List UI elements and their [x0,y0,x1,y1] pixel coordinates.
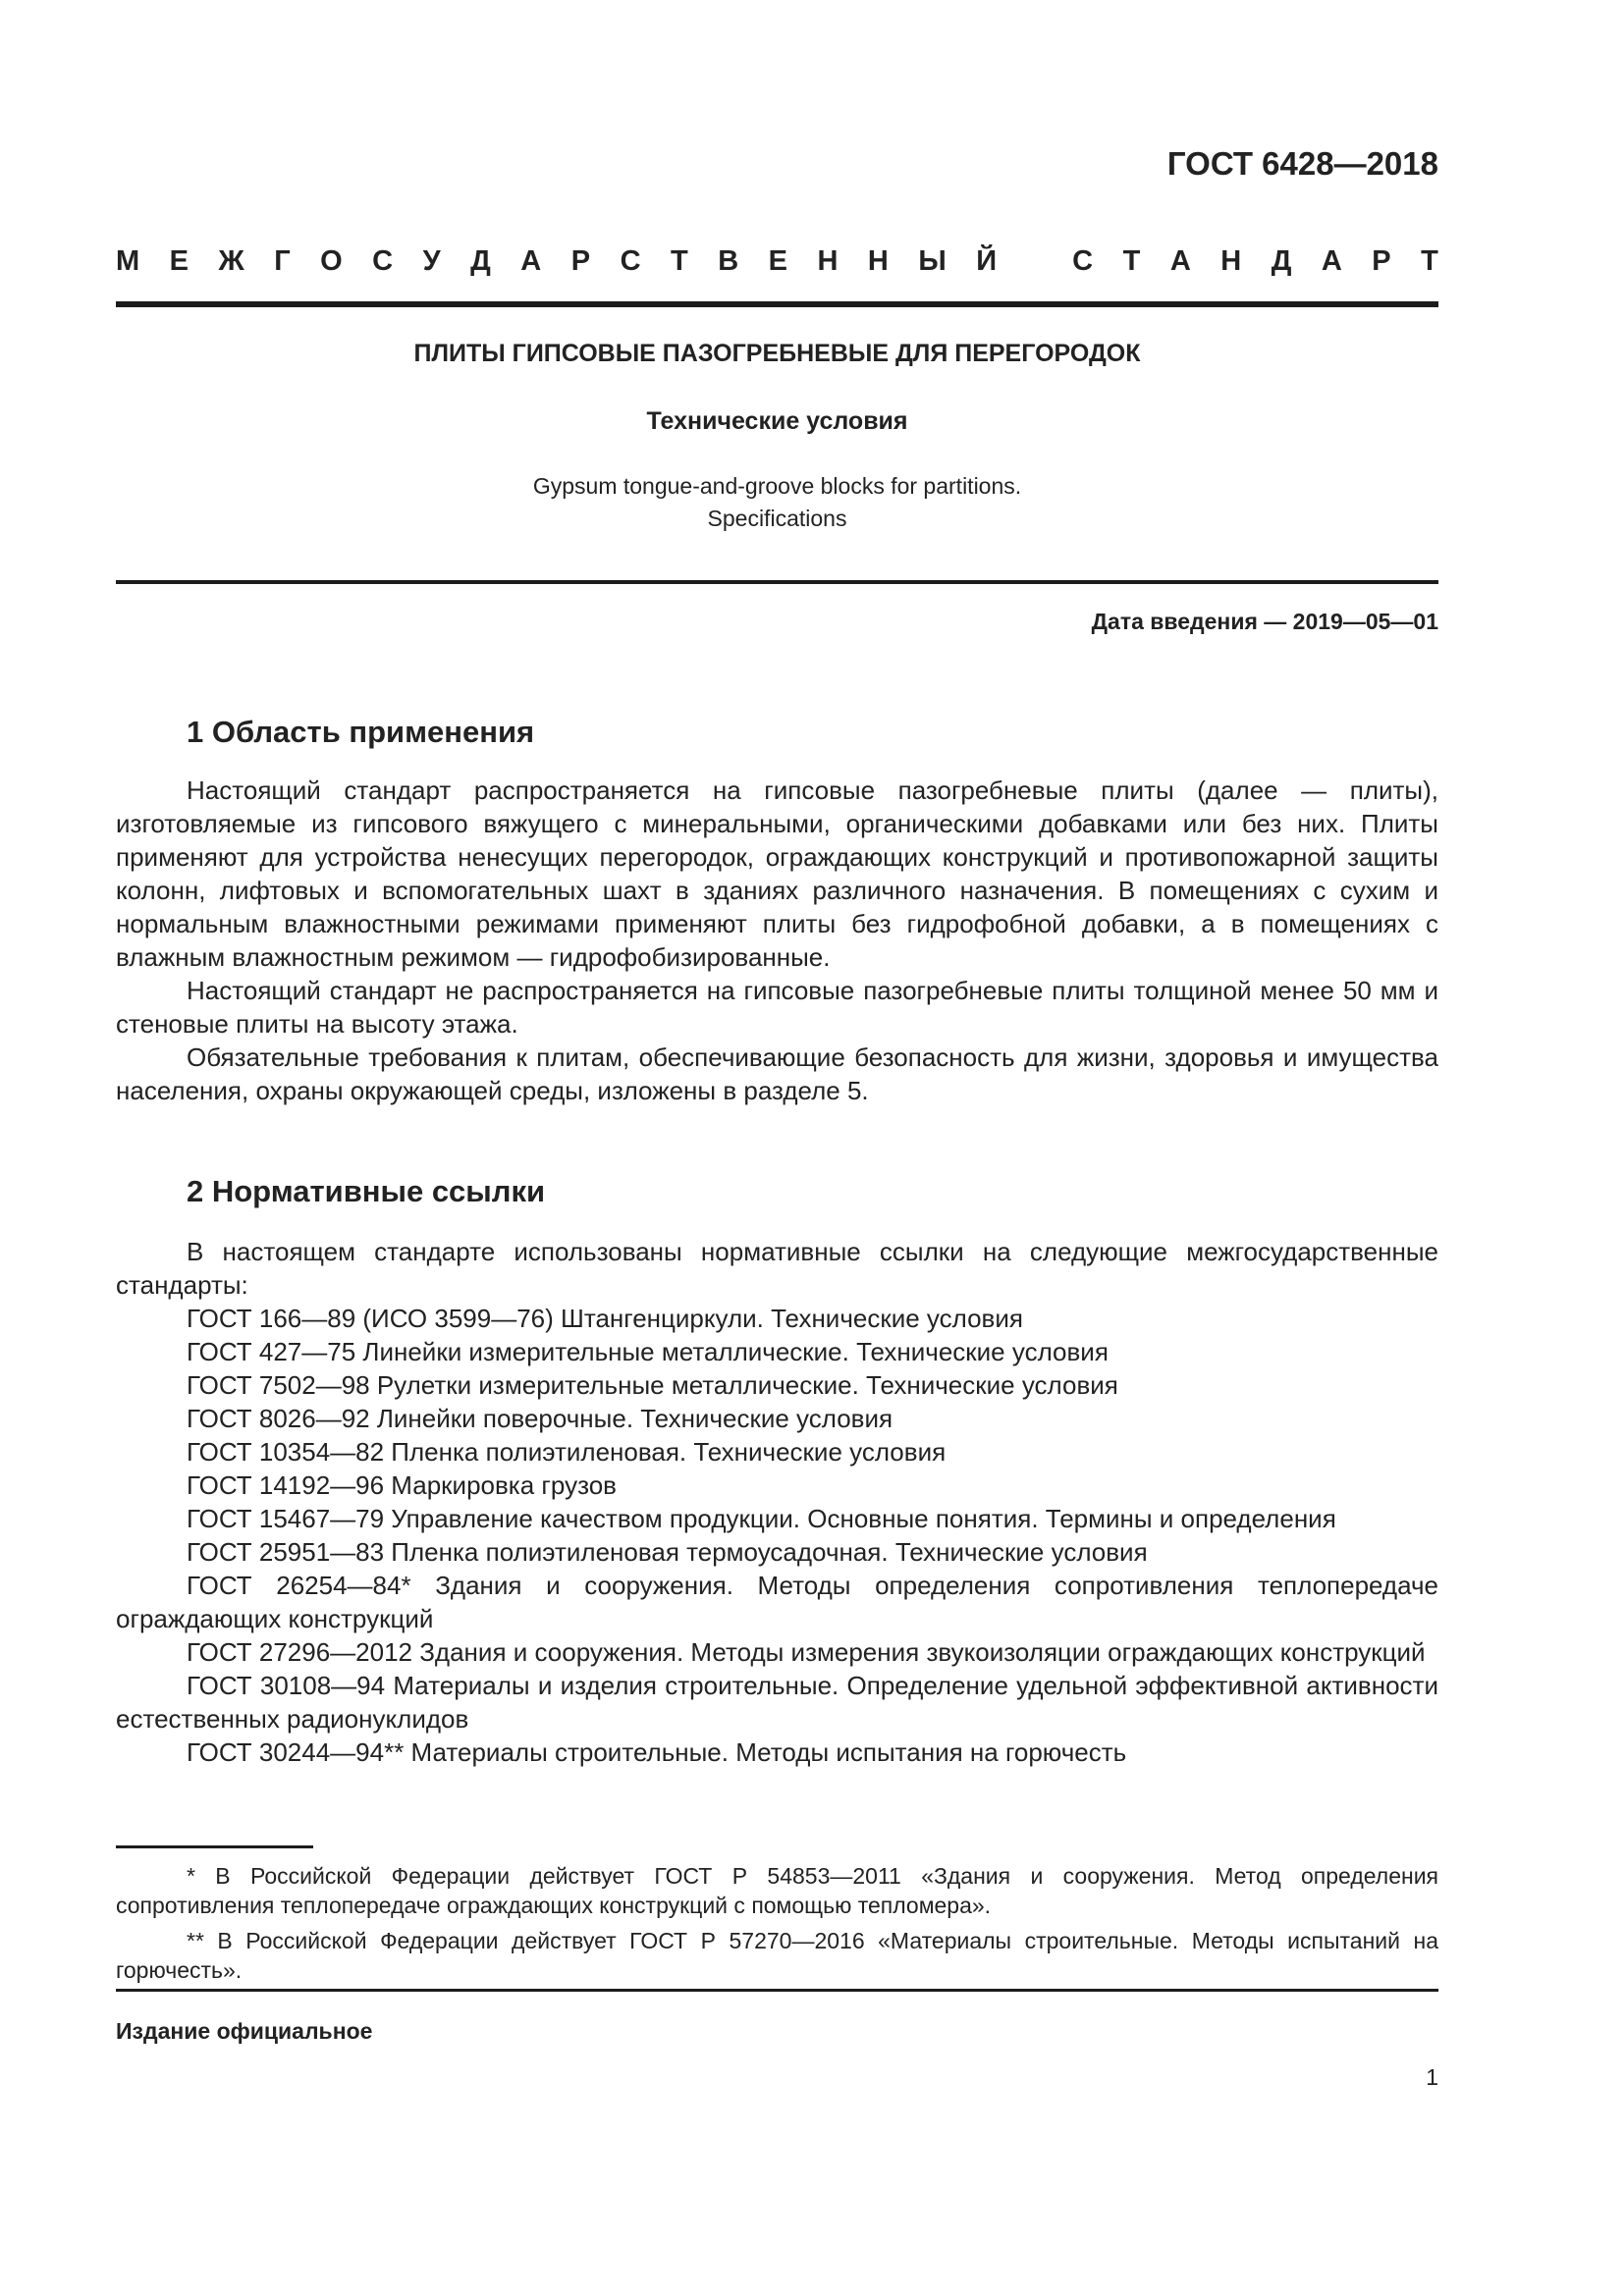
document-code: ГОСТ 6428—2018 [1166,145,1438,182]
banner-letter: О [320,245,343,277]
banner-letter: Т [671,245,688,277]
banner-letter: А [520,245,542,277]
page-number: 1 [1426,2064,1438,2090]
paragraph: Настоящий стандарт распространяется на гипсовые пазогребневые плиты (далее — плиты), изготовляемые из гипсового вяжущего с минеральными, органическими добавками или без них. Плиты применяют для устройства ненесущих перегородок, ограждающих конструкций и противопожарной защиты колонн, лифтовых и вспомогательных шахт в зданиях различного назначения. В помещениях с сухим и нормальным влажностными режимами применяют плиты без гидрофобной добавки, а в помещениях с влажным влажностным режимом — гидрофобизированные. [116,775,1438,972]
paragraph: Настоящий стандарт не распространяется на гипсовые пазогребневые плиты толщиной менее 50 мм и стеновые плиты на высоту этажа. [116,976,1438,1039]
english-title-line: Specifications [707,506,847,531]
banner-letter: С [372,245,394,277]
introduction-date: Дата введения — 2019—05—01 [1091,609,1438,634]
footnote: * В Российской Федерации действует ГОСТ Р 54853—2011 «Здания и сооружения. Метод определения сопротивления теплопередаче ограждающих конструкций с помощью тепломера». [116,1863,1438,1918]
banner-letter: Т [1122,245,1141,277]
banner-letter: Й [976,245,998,277]
banner-letter: А [1321,245,1342,277]
banner-letter: А [1169,245,1191,277]
banner-letter: Д [470,245,491,277]
banner-letter: Е [169,245,189,277]
title-divider [116,580,1438,584]
banner-letter: С [1072,245,1094,277]
document-title: ПЛИТЫ ГИПСОВЫЕ ПАЗОГРЕБНЕВЫЕ ДЛЯ ПЕРЕГОРОДОК [413,340,1141,367]
banner-letter: Н [817,245,839,277]
footer-divider [116,1989,1438,1992]
reference-item: ГОСТ 30108—94 Материалы и изделия строительные. Определение удельной эффективной активности естественных радионуклидов [116,1671,1438,1734]
banner-letter: М [116,245,140,277]
banner-letter: Н [867,245,889,277]
paragraph: В настоящем стандарте использованы нормативные ссылки на следующие межгосударственные стандарты: [116,1237,1438,1300]
banner-letter: Ж [218,245,244,277]
footnote: ** В Российской Федерации действует ГОСТ Р 57270—2016 «Материалы строительные. Методы испытаний на горючесть». [116,1928,1438,1983]
banner-letter: Е [768,245,787,277]
banner-letter: В [718,245,739,277]
section-heading-references: 2 Нормативные ссылки [187,1174,546,1208]
english-title [116,470,1438,535]
banner-letter: Ы [918,245,947,277]
footnotes [116,1861,1438,1991]
reference-item: ГОСТ 30244—94** Материалы строительные. Методы испытания на горючесть [187,1737,1127,1767]
edition-label: Издание официальное [116,2018,373,2044]
footnote-divider [116,1845,313,1848]
header-divider [116,301,1438,307]
banner-letter: Р [570,245,591,277]
reference-item: ГОСТ 26254—84* Здания и сооружения. Методы определения сопротивления теплопередаче ограждающих конструкций [116,1571,1438,1633]
reference-item: ГОСТ 10354—82 Пленка полиэтиленовая. Технические условия [187,1437,947,1467]
reference-item: ГОСТ 27296—2012 Здания и сооружения. Методы измерения звукоизоляции ограждающих конструкций [187,1637,1426,1667]
reference-item: ГОСТ 15467—79 Управление качеством продукции. Основные понятия. Термины и определения [187,1504,1336,1533]
banner-letter: Д [1271,245,1292,277]
reference-item: ГОСТ 8026—92 Линейки поверочные. Технические условия [187,1404,893,1433]
section-references-body [116,1235,1438,1769]
section-scope-body [116,774,1438,1107]
reference-item: ГОСТ 166—89 (ИСО 3599—76) Штангенциркули. Технические условия [187,1304,1023,1333]
banner-letter: У [422,245,441,277]
reference-item: ГОСТ 14192—96 Маркировка грузов [187,1470,617,1500]
paragraph: Обязательные требования к плитам, обеспечивающие безопасность для жизни, здоровья и имущества населения, охраны окружающей среды, изложены в разделе 5. [116,1042,1438,1105]
section-heading-scope: 1 Область применения [187,715,535,749]
english-title-line: Gypsum tongue-and-groove blocks for partitions. [532,473,1022,499]
banner-letter: Р [1372,245,1391,277]
standard-type-banner [116,245,1438,278]
banner-letter: Т [1421,245,1438,277]
document-subtitle: Технические условия [646,407,908,435]
banner-letter: Н [1220,245,1242,277]
banner-letter: С [620,245,641,277]
banner-letter: Г [274,245,291,277]
reference-item: ГОСТ 25951—83 Пленка полиэтиленовая термоусадочная. Технические условия [187,1537,1148,1567]
reference-item: ГОСТ 427—75 Линейки измерительные металлические. Технические условия [187,1337,1109,1366]
banner-gap [1027,245,1043,278]
reference-item: ГОСТ 7502—98 Рулетки измерительные металлические. Технические условия [187,1370,1118,1400]
